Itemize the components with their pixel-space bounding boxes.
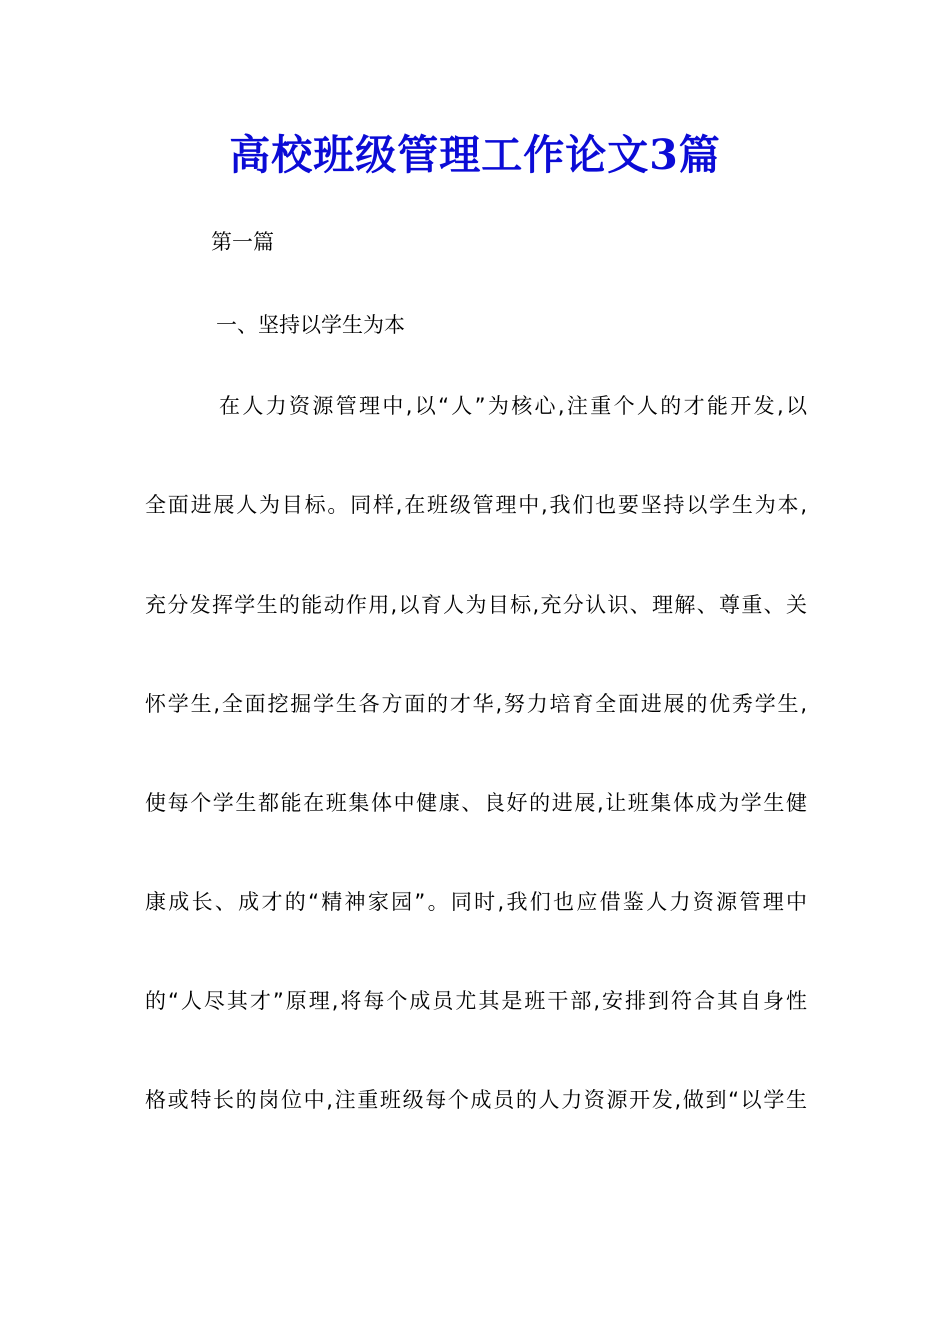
section-heading: 一、坚持以学生为本 bbox=[216, 313, 405, 337]
paragraph-line: 怀学生,全面挖掘学生各方面的才华,努力培育全面进展的优秀学生, bbox=[145, 692, 807, 716]
document-title: 高校班级管理工作论文3篇 bbox=[229, 131, 721, 179]
paragraph-line: 在人力资源管理中,以“人”为核心,注重个人的才能开发,以 bbox=[219, 394, 807, 418]
paragraph-line: 全面进展人为目标。同样,在班级管理中,我们也要坚持以学生为本, bbox=[145, 493, 807, 517]
paragraph-line: 充分发挥学生的能动作用,以育人为目标,充分认识、理解、尊重、关 bbox=[145, 593, 807, 617]
section-label: 第一篇 bbox=[211, 230, 274, 254]
paragraph-line: 格或特长的岗位中,注重班级每个成员的人力资源开发,做到“以学生 bbox=[145, 1088, 807, 1112]
paragraph-line: 使每个学生都能在班集体中健康、良好的进展,让班集体成为学生健 bbox=[145, 791, 807, 815]
paragraph-line: 康成长、成才的“精神家园”。同时,我们也应借鉴人力资源管理中 bbox=[145, 890, 807, 914]
paragraph-line: 的“人尽其才”原理,将每个成员尤其是班干部,安排到符合其自身性 bbox=[145, 989, 807, 1013]
